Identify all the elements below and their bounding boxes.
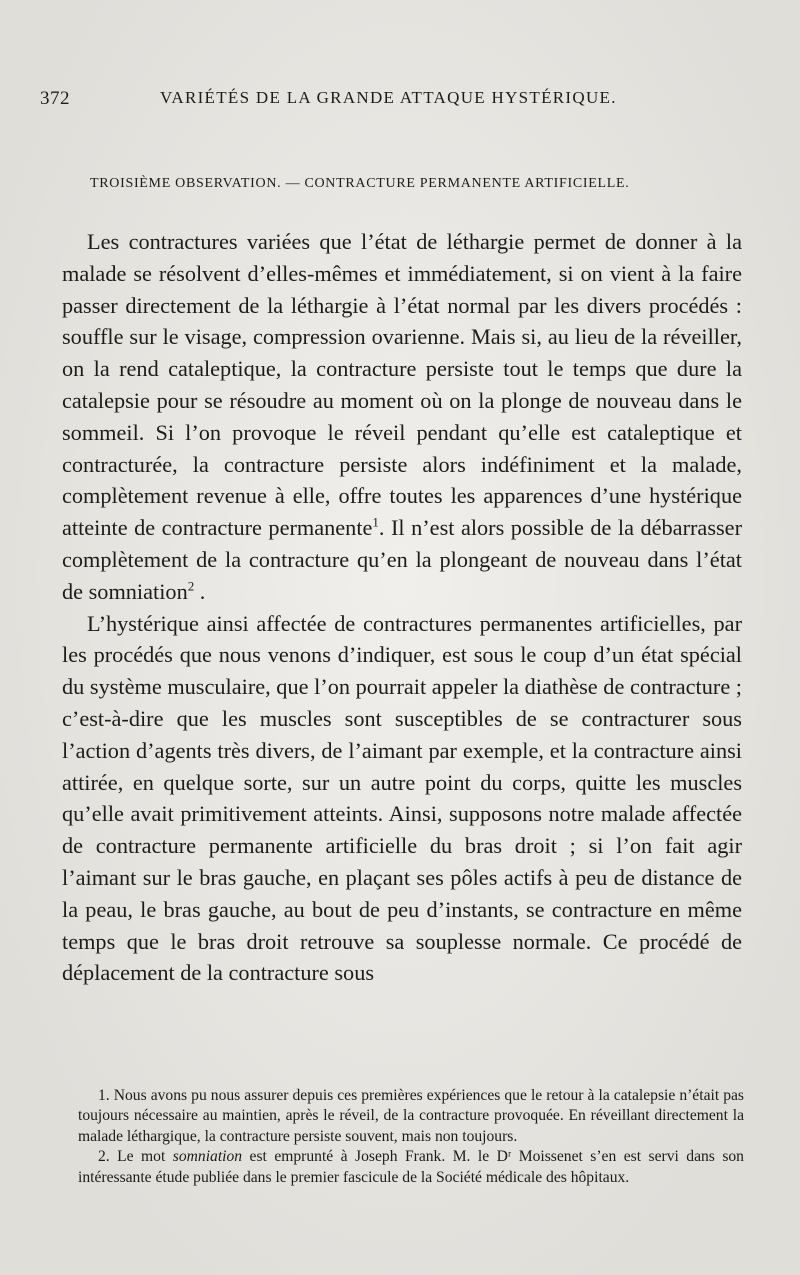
- running-title: VARIÉTÉS DE LA GRANDE ATTAQUE HYSTÉRIQUE.: [160, 88, 617, 107]
- main-text: [62, 226, 742, 989]
- footnote-2-suffix: est emprunté à Joseph Frank. M. le Dʳ Moissenet s’en est servi dans son intéressante étude publiée dans le premier fascicule de la Société médicale des hôpitaux.: [78, 1148, 744, 1186]
- running-head: [40, 88, 760, 114]
- footnote-ref-2: 2: [187, 578, 195, 594]
- paragraph-1-part-a: Les contractures variées que l’état de léthargie permet de donner à la malade se résolvent d’elles-mêmes et immédiatement, si on vient à la faire passer directement de la léthargie à l’état normal par les divers procédés : souffle sur le visage, compression ovarienne. Mais si, au lieu de la réveiller, on la rend cataleptique, la contracture persiste tout le temps que dure la catalepsie pour se résoudre au moment où on la plonge de nouveau dans le sommeil. Si l’on provoque le réveil pendant qu’elle est cataleptique et contracturée, la contracture persiste alors indéfiniment et la malade, complètement revenue à elle, offre toutes les apparences d’une hystérique atteinte de contracture permanente: [62, 229, 742, 541]
- footnote-2-prefix: 2. Le mot: [98, 1148, 173, 1166]
- page-number: 372: [40, 88, 70, 109]
- footnote-2-term: somniation: [172, 1148, 243, 1166]
- paragraph-2: L’hystérique ainsi affectée de contractures permanentes artificielles, par les procédés que nous venons d’indiquer, est sous le coup d’un état spécial du système musculaire, que l’on pourrait appeler la diathèse de contracture ; c’est-à-dire que les muscles sont susceptibles de se contracturer sous l’action d’agents très divers, de l’aimant par exemple, et la contracture ainsi attirée, en quelque sorte, sur un autre point du corps, quitte les muscles qu’elle avait primitivement atteints. Ainsi, supposons notre malade affectée de contracture permanente artificielle du bras droit ; si l’on fait agir l’aimant sur le bras gauche, en plaçant ses pôles actifs à peu de distance de la peau, le bras gauche, au bout de peu d’instants, se contracture en même temps que le bras droit retrouve sa souplesse normale. Ce procédé de déplacement de la contracture sous: [62, 610, 742, 986]
- paragraph-1-part-c: .: [194, 578, 206, 604]
- paragraph-1-part-b: . Il n’est alors possible de la débarrasser complètement de la contracture qu’en la plongeant de nouveau dans l’état de somniation: [62, 515, 742, 604]
- paragraph-1: [62, 226, 742, 608]
- footnote-ref-1: 1: [372, 514, 379, 530]
- observation-heading: TROISIÈME OBSERVATION. — CONTRACTURE PERMANENTE ARTIFICIELLE.: [90, 176, 630, 191]
- footnote-2: [78, 1147, 744, 1188]
- footnote-1: 1. Nous avons pu nous assurer depuis ces premières expériences que le retour à la catalepsie n’était pas toujours nécessaire au maintien, après le réveil, de la contracture provoquée. En réveillant directement la malade léthargique, la contracture persiste souvent, mais non toujours.: [78, 1087, 744, 1145]
- footnotes: [78, 1086, 744, 1188]
